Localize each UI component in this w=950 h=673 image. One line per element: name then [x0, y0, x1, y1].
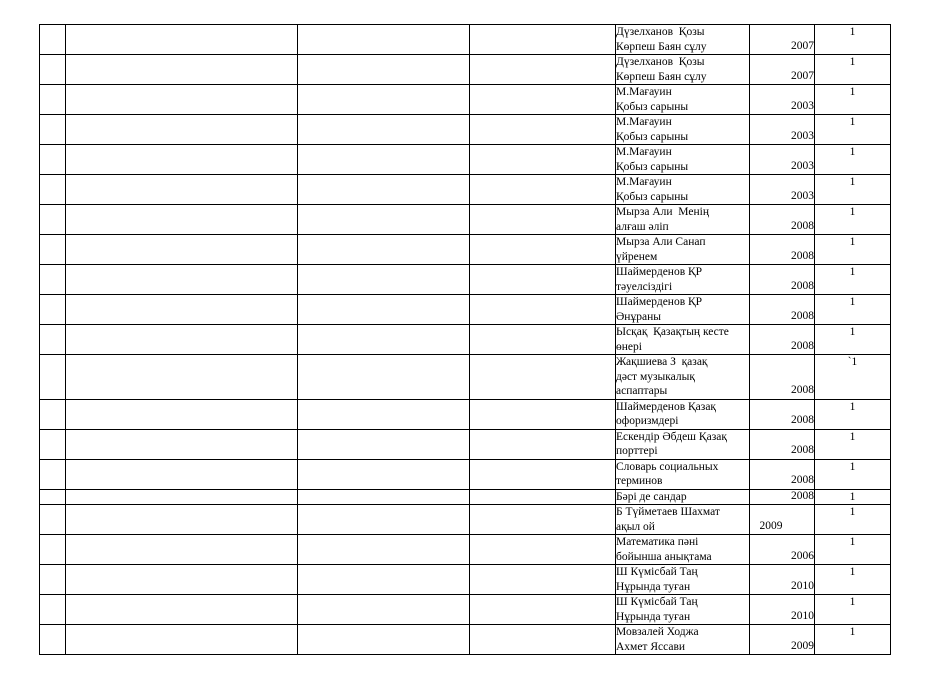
quantity: 1	[849, 146, 856, 158]
empty-cell	[470, 459, 616, 489]
book-title: Б Түйметаев Шахмат ақыл ой	[616, 506, 720, 533]
empty-cell	[40, 295, 66, 325]
quantity: 1	[849, 266, 856, 278]
quantity: 1	[849, 56, 856, 68]
publication-year: 2008	[791, 383, 814, 396]
empty-cell	[470, 25, 616, 55]
empty-cell	[40, 535, 66, 565]
publication-year: 2008	[791, 444, 814, 456]
title-cell	[616, 595, 750, 625]
quantity-cell	[815, 25, 891, 55]
empty-cell	[66, 459, 298, 489]
quantity: 1	[849, 596, 856, 608]
empty-cell	[470, 595, 616, 625]
publication-year: 2003	[791, 129, 814, 142]
publication-year: 2008	[791, 309, 814, 322]
empty-cell	[470, 265, 616, 295]
table-row	[40, 459, 891, 489]
empty-cell	[298, 625, 470, 655]
empty-cell	[470, 489, 616, 505]
publication-year: 2008	[791, 339, 814, 352]
quantity: 1	[849, 86, 856, 98]
quantity: 1	[849, 206, 856, 218]
title-cell	[616, 55, 750, 85]
publication-year: 2010	[791, 609, 814, 622]
quantity-cell	[815, 175, 891, 205]
publication-year: 2008	[791, 249, 814, 262]
empty-cell	[40, 595, 66, 625]
book-title: Мырза Али Менің алғаш әліп	[616, 206, 709, 233]
empty-cell	[66, 325, 298, 355]
quantity: 1	[849, 296, 856, 308]
quantity: `1	[847, 356, 858, 368]
empty-cell	[66, 489, 298, 505]
year-cell	[750, 145, 815, 175]
empty-cell	[40, 399, 66, 429]
empty-cell	[298, 459, 470, 489]
quantity: 1	[849, 400, 856, 413]
publication-year: 2003	[791, 99, 814, 112]
year-cell	[750, 25, 815, 55]
quantity-cell	[815, 565, 891, 595]
title-cell	[616, 115, 750, 145]
empty-cell	[298, 489, 470, 505]
table-row	[40, 595, 891, 625]
empty-cell	[298, 265, 470, 295]
year-cell	[750, 535, 815, 565]
title-cell	[616, 325, 750, 355]
publication-year: 2008	[791, 219, 814, 232]
empty-cell	[470, 85, 616, 115]
empty-cell	[40, 265, 66, 295]
year-cell	[750, 295, 815, 325]
title-cell	[616, 429, 750, 459]
table-row	[40, 399, 891, 429]
publication-year: 2008	[791, 474, 814, 486]
table-row	[40, 205, 891, 235]
publication-year: 2009	[791, 639, 814, 652]
quantity-cell	[815, 55, 891, 85]
year-cell	[750, 85, 815, 115]
book-title: М.Мағауин Қобыз сарыны	[616, 116, 689, 143]
title-cell	[616, 505, 750, 535]
empty-cell	[40, 25, 66, 55]
publication-year: 2003	[791, 189, 814, 202]
quantity-cell	[815, 115, 891, 145]
book-title: Бәрі де сандар	[616, 490, 687, 503]
year-cell	[750, 595, 815, 625]
title-cell	[616, 175, 750, 205]
quantity-cell	[815, 205, 891, 235]
table-row	[40, 355, 891, 400]
empty-cell	[470, 145, 616, 175]
book-title: Ш Күмісбай Таң Нұрында туған	[616, 566, 698, 593]
publication-year: 2010	[791, 579, 814, 592]
empty-cell	[66, 429, 298, 459]
empty-cell	[298, 205, 470, 235]
book-title: Дүзелханов Қозы Көрпеш Баян сұлу	[616, 26, 707, 53]
empty-cell	[470, 355, 616, 400]
publication-year: 2007	[791, 69, 814, 82]
table-row	[40, 55, 891, 85]
title-cell	[616, 565, 750, 595]
empty-cell	[470, 175, 616, 205]
title-cell	[616, 625, 750, 655]
book-table	[39, 24, 891, 655]
empty-cell	[40, 115, 66, 145]
empty-cell	[298, 25, 470, 55]
quantity-cell	[815, 489, 891, 505]
empty-cell	[298, 505, 470, 535]
empty-cell	[40, 489, 66, 505]
empty-cell	[40, 429, 66, 459]
quantity: 1	[849, 626, 856, 638]
empty-cell	[40, 625, 66, 655]
title-cell	[616, 295, 750, 325]
year-cell	[750, 355, 815, 400]
empty-cell	[40, 505, 66, 535]
quantity-cell	[815, 145, 891, 175]
empty-cell	[470, 235, 616, 265]
empty-cell	[40, 145, 66, 175]
empty-cell	[66, 55, 298, 85]
title-cell	[616, 25, 750, 55]
empty-cell	[298, 595, 470, 625]
empty-cell	[66, 399, 298, 429]
quantity: 1	[849, 566, 856, 578]
table-row	[40, 25, 891, 55]
table-row	[40, 535, 891, 565]
year-cell	[750, 459, 815, 489]
empty-cell	[470, 399, 616, 429]
empty-cell	[470, 325, 616, 355]
book-title: Мырза Али Санап үйренем	[616, 236, 706, 263]
empty-cell	[40, 459, 66, 489]
book-title: Жақшиева З қазақ дәст музыкалық аспаптары	[616, 356, 708, 397]
year-cell	[750, 489, 815, 505]
empty-cell	[66, 25, 298, 55]
quantity: 1	[849, 490, 856, 503]
empty-cell	[470, 535, 616, 565]
table-row	[40, 505, 891, 535]
table-row	[40, 295, 891, 325]
book-title: Математика пәні бойынша анықтама	[616, 536, 712, 563]
title-cell	[616, 145, 750, 175]
year-cell	[750, 505, 815, 535]
empty-cell	[66, 355, 298, 400]
table-row	[40, 429, 891, 459]
empty-cell	[298, 429, 470, 459]
quantity-cell	[815, 325, 891, 355]
year-cell	[750, 205, 815, 235]
empty-cell	[298, 175, 470, 205]
empty-cell	[66, 205, 298, 235]
year-cell	[750, 429, 815, 459]
publication-year: 2008	[791, 490, 814, 502]
table-row	[40, 489, 891, 505]
year-cell	[750, 625, 815, 655]
book-title: Ескендір Әбдеш Қазақ порттері	[616, 430, 727, 457]
empty-cell	[40, 55, 66, 85]
empty-cell	[40, 85, 66, 115]
empty-cell	[298, 145, 470, 175]
publication-year: 2008	[791, 414, 814, 426]
empty-cell	[40, 325, 66, 355]
book-title: Мовзалей Ходжа Ахмет Яссави	[616, 626, 699, 653]
empty-cell	[470, 505, 616, 535]
empty-cell	[298, 85, 470, 115]
quantity-cell	[815, 625, 891, 655]
year-cell	[750, 175, 815, 205]
quantity: 1	[849, 536, 856, 548]
quantity-cell	[815, 295, 891, 325]
quantity: 1	[849, 460, 856, 473]
empty-cell	[66, 175, 298, 205]
empty-cell	[470, 115, 616, 145]
empty-cell	[66, 565, 298, 595]
empty-cell	[66, 235, 298, 265]
year-cell	[750, 399, 815, 429]
book-title: Шаймерденов ҚР тәуелсіздігі	[616, 266, 703, 293]
table-row	[40, 115, 891, 145]
empty-cell	[66, 265, 298, 295]
quantity-cell	[815, 265, 891, 295]
quantity-cell	[815, 85, 891, 115]
empty-cell	[40, 355, 66, 400]
publication-year: 2003	[791, 159, 814, 172]
title-cell	[616, 459, 750, 489]
quantity: 1	[849, 236, 856, 248]
publication-year: 2007	[791, 39, 814, 52]
title-cell	[616, 535, 750, 565]
book-title: М.Мағауин Қобыз сарыны	[616, 86, 689, 113]
title-cell	[616, 205, 750, 235]
year-cell	[750, 325, 815, 355]
year-cell	[750, 235, 815, 265]
title-cell	[616, 355, 750, 400]
empty-cell	[298, 399, 470, 429]
quantity-cell	[815, 595, 891, 625]
empty-cell	[298, 565, 470, 595]
quantity-cell	[815, 535, 891, 565]
book-title: Шаймерденов Қазақ офоризмдері	[616, 400, 717, 427]
table-body	[40, 25, 891, 655]
publication-year: 2006	[791, 549, 814, 562]
empty-cell	[470, 625, 616, 655]
quantity: 1	[849, 506, 856, 518]
empty-cell	[66, 295, 298, 325]
book-title: Ш Күмісбай Таң Нұрында туған	[616, 596, 698, 623]
book-title: Дүзелханов Қозы Көрпеш Баян сұлу	[616, 56, 707, 83]
title-cell	[616, 265, 750, 295]
empty-cell	[66, 625, 298, 655]
book-title: Шаймерденов ҚР Әнұраны	[616, 296, 703, 323]
title-cell	[616, 489, 750, 505]
quantity: 1	[849, 176, 856, 188]
table-row	[40, 85, 891, 115]
empty-cell	[298, 115, 470, 145]
publication-year: 2008	[791, 279, 814, 292]
empty-cell	[298, 355, 470, 400]
book-title: Ысқақ Қазақтың кесте өнері	[616, 326, 729, 353]
table-row	[40, 265, 891, 295]
empty-cell	[40, 235, 66, 265]
empty-cell	[298, 55, 470, 85]
quantity: 1	[849, 430, 856, 443]
quantity-cell	[815, 355, 891, 400]
quantity-cell	[815, 429, 891, 459]
empty-cell	[66, 145, 298, 175]
publication-year: 2009	[759, 519, 783, 532]
empty-cell	[298, 295, 470, 325]
quantity-cell	[815, 459, 891, 489]
empty-cell	[298, 535, 470, 565]
book-title: М.Мағауин Қобыз сарыны	[616, 146, 689, 173]
table-row	[40, 175, 891, 205]
empty-cell	[66, 85, 298, 115]
book-title: Словарь социальных терминов	[616, 460, 719, 487]
book-title: М.Мағауин Қобыз сарыны	[616, 176, 689, 203]
empty-cell	[66, 115, 298, 145]
year-cell	[750, 115, 815, 145]
empty-cell	[40, 205, 66, 235]
empty-cell	[66, 595, 298, 625]
empty-cell	[66, 535, 298, 565]
title-cell	[616, 399, 750, 429]
quantity-cell	[815, 399, 891, 429]
title-cell	[616, 85, 750, 115]
empty-cell	[470, 429, 616, 459]
year-cell	[750, 55, 815, 85]
empty-cell	[298, 235, 470, 265]
quantity: 1	[849, 26, 856, 38]
quantity: 1	[849, 326, 856, 338]
table-row	[40, 325, 891, 355]
year-cell	[750, 265, 815, 295]
quantity-cell	[815, 505, 891, 535]
quantity-cell	[815, 235, 891, 265]
table-row	[40, 625, 891, 655]
empty-cell	[470, 55, 616, 85]
empty-cell	[298, 325, 470, 355]
table-row	[40, 565, 891, 595]
year-cell	[750, 565, 815, 595]
empty-cell	[470, 295, 616, 325]
empty-cell	[40, 175, 66, 205]
empty-cell	[66, 505, 298, 535]
empty-cell	[470, 565, 616, 595]
table-row	[40, 235, 891, 265]
empty-cell	[470, 205, 616, 235]
quantity: 1	[849, 116, 856, 128]
title-cell	[616, 235, 750, 265]
empty-cell	[40, 565, 66, 595]
table-row	[40, 145, 891, 175]
